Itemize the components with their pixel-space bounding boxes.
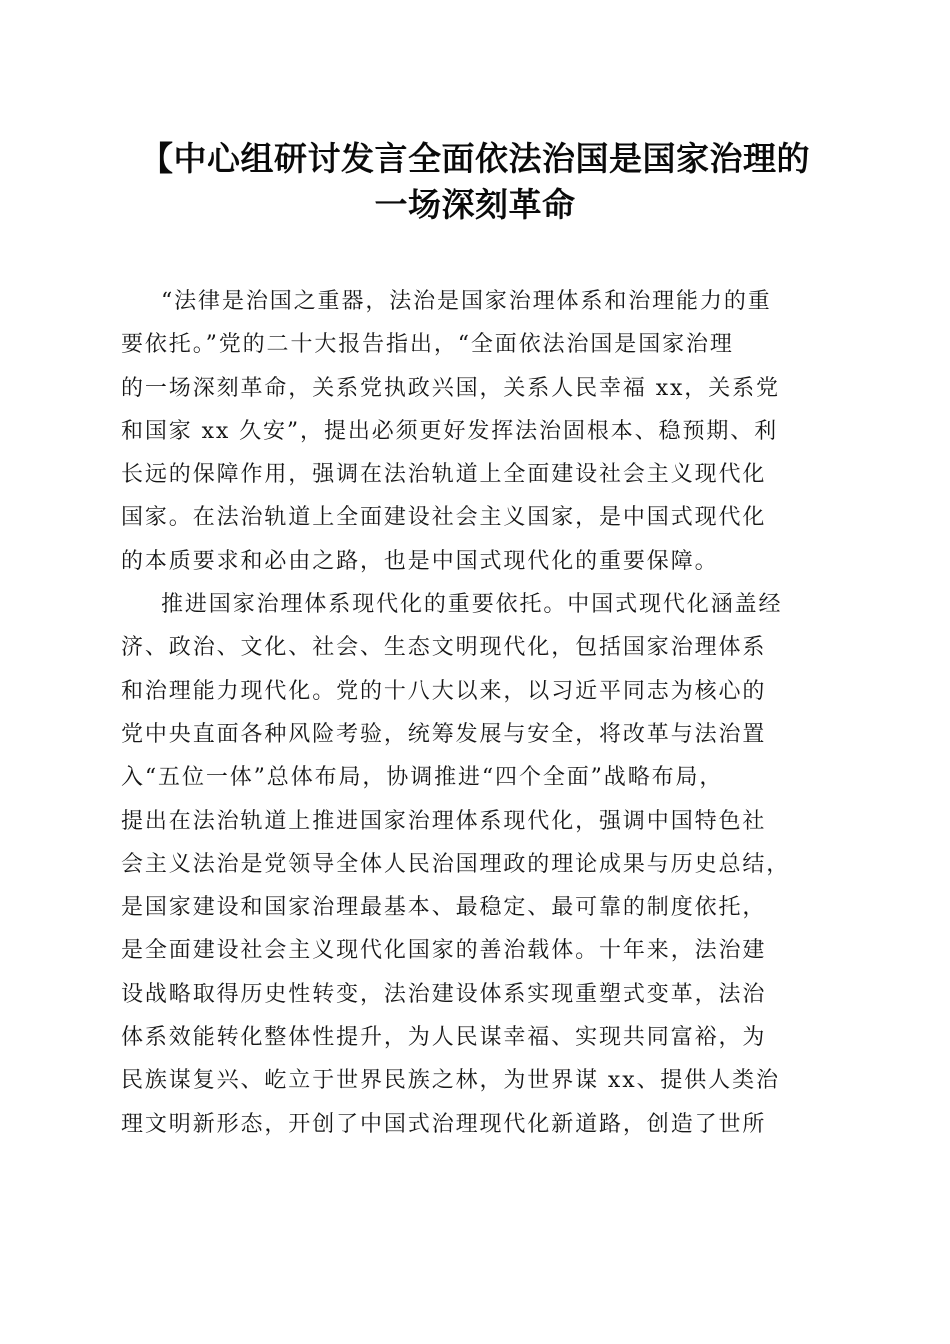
text-line: 推进国家治理体系现代化的重要依托。中国式现代化涵盖经 xyxy=(161,592,783,618)
paragraph-2 xyxy=(121,583,833,1146)
text-line: 设战略取得历史性转变，法治建设体系实现重塑式变革，法治 xyxy=(121,981,767,1007)
text-line: 理文明新形态，开创了中国式治理现代化新道路，创造了世所 xyxy=(121,1111,767,1137)
text-line: 的一场深刻革命，关系党执政兴国，关系人民幸福 xx，关系党 xyxy=(121,375,780,401)
document-title xyxy=(100,136,850,228)
text-line: 民族谋复兴、屹立于世界民族之林，为世界谋 xx、提供人类治 xyxy=(121,1068,780,1094)
text-line: 的本质要求和必由之路，也是中国式现代化的重要保障。 xyxy=(121,548,719,574)
text-line: 是全面建设社会主义现代化国家的善治载体。十年来，法治建 xyxy=(121,938,767,964)
text-line: 要依托。”党的二十大报告指出，“全面依法治国是国家治理 xyxy=(121,332,734,358)
document-body xyxy=(121,280,833,1146)
text-line: 和治理能力现代化。党的十八大以来，以习近平同志为核心的 xyxy=(121,678,767,704)
text-line: 长远的保障作用，强调在法治轨道上全面建设社会主义现代化 xyxy=(121,462,767,488)
text-line: 提出在法治轨道上推进国家治理体系现代化，强调中国特色社 xyxy=(121,808,767,834)
text-line: 和国家 xx 久安”，提出必须更好发挥法治固根本、稳预期、利 xyxy=(121,418,779,444)
text-line: “法律是治国之重器，法治是国家治理体系和治理能力的重 xyxy=(161,289,772,314)
text-line: 体系效能转化整体性提升，为人民谋幸福、实现共同富裕，为 xyxy=(121,1025,767,1051)
text-line: 党中央直面各种风险考验，统筹发展与安全，将改革与法治置 xyxy=(121,721,767,747)
paragraph-1 xyxy=(121,280,833,583)
text-line: 会主义法治是党领导全体人民治国理政的理论成果与历史总结， xyxy=(121,851,791,877)
text-line: 济、政治、文化、社会、生态文明现代化，包括国家治理体系 xyxy=(121,635,767,661)
text-line: 入“五位一体”总体布局，协调推进“四个全面”战略布局， xyxy=(121,765,724,791)
text-line: 国家。在法治轨道上全面建设社会主义国家，是中国式现代化 xyxy=(121,505,767,531)
title-line-2: 一场深刻革命 xyxy=(374,185,576,224)
text-line: 是国家建设和国家治理最基本、最稳定、最可靠的制度依托， xyxy=(121,895,767,921)
title-line-1: 【中心组研讨发言全面依法治国是国家治理的 xyxy=(140,139,810,178)
